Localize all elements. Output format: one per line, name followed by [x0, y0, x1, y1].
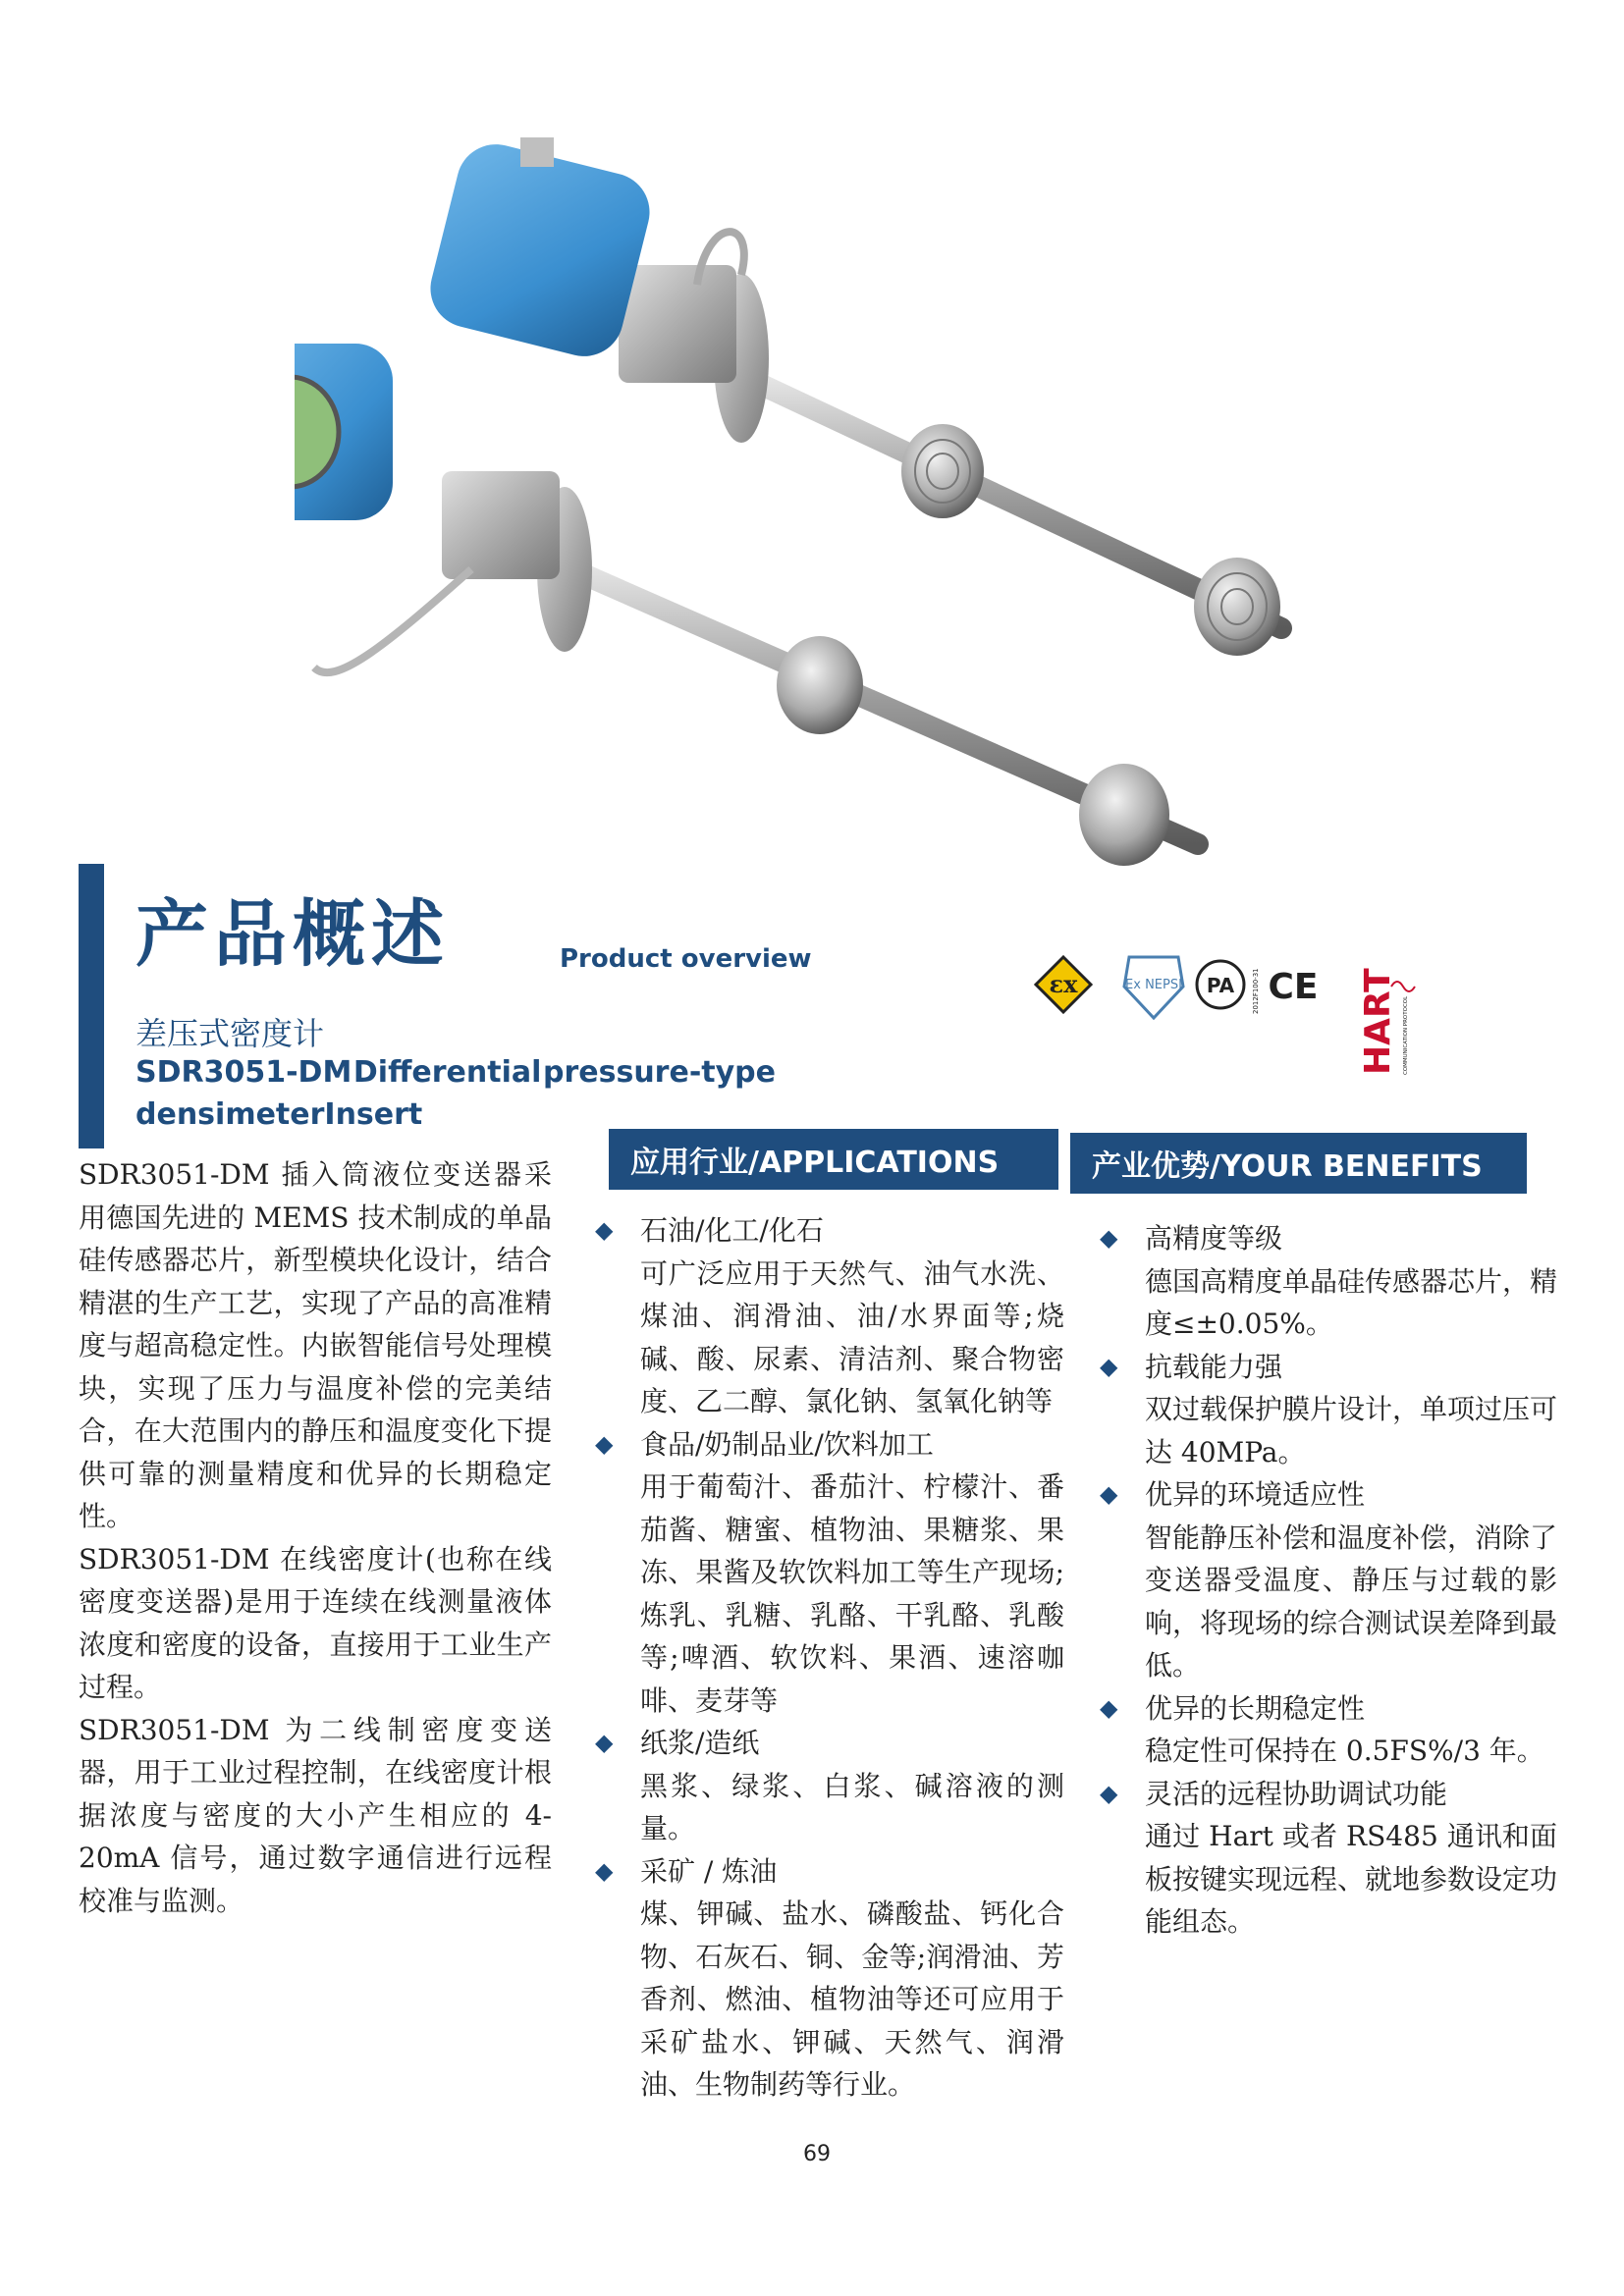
item-title: 灵活的远程协助调试功能	[1145, 1777, 1448, 1810]
benefits-header: 产业优势/YOUR BENEFITS	[1070, 1133, 1527, 1194]
intro-paragraph: SDR3051-DM 为二线制密度变送器，用于工业过程控制，在线密度计根据浓度与密度的大小产生相应的 4-20mA 信号，通过数字通信进行远程校准与监测。	[79, 1713, 552, 1917]
pa-icon	[1197, 961, 1260, 1014]
model-name-continued: densimeterInsert	[135, 1097, 423, 1132]
diamond-bullet-icon: ◆	[595, 1216, 614, 1244]
list-item	[1100, 1473, 1558, 1687]
model-name	[135, 1055, 776, 1090]
model-word: SDR3051-DM	[135, 1055, 352, 1090]
intro-paragraph: SDR3051-DM 插入筒液位变送器采用德国先进的 MEMS 技术制成的单晶硅传感器芯片，新型模块化设计，结合精湛的生产工艺，实现了产品的高准精度与超高稳定性。内嵌智能信号处理模块，实现了压力与温度补偿的完美结合，在大范围内的静压和温度变化下提供可靠的测量精度和优异的长期稳定性。	[79, 1158, 552, 1532]
list-item	[595, 1850, 1064, 2107]
item-title: 抗载能力强	[1145, 1350, 1283, 1383]
item-description: 煤、钾碱、盐水、磷酸盐、钙化合物、石灰石、铜、金等;润滑油、芳香剂、燃油、植物油等还可应用于采矿盐水、钾碱、天然气、润滑油、生物制药等行业。	[640, 1897, 1064, 2101]
diaphragm-disc	[1079, 764, 1169, 866]
item-title: 采矿 / 炼油	[640, 1854, 778, 1888]
svg-text:εx: εx	[1049, 970, 1078, 998]
list-item	[595, 1423, 1064, 1723]
nepsi-icon	[1124, 957, 1183, 1018]
diamond-bullet-icon: ◆	[595, 1729, 614, 1756]
ce-icon	[1268, 967, 1318, 1007]
svg-text:2012F100-31: 2012F100-31	[1252, 968, 1260, 1014]
item-description: 智能静压补偿和温度补偿，消除了变送器受温度、静压与过载的影响，将现场的综合测试误差降到最低。	[1145, 1521, 1558, 1682]
diamond-bullet-icon: ◆	[1100, 1693, 1118, 1722]
page-number: 69	[803, 2142, 831, 2166]
item-description: 通过 Hart 或者 RS485 通讯和面板按键实现远程、就地参数设定功能组态。	[1145, 1820, 1558, 1938]
page-title-english: Product overview	[560, 944, 812, 974]
svg-text:CE: CE	[1268, 967, 1319, 1007]
item-description: 稳定性可保持在 0.5FS%/3 年。	[1145, 1735, 1544, 1767]
diamond-bullet-icon: ◆	[595, 1856, 614, 1885]
svg-text:Ex NEPSI: Ex NEPSI	[1125, 978, 1182, 992]
item-title: 优异的环境适应性	[1145, 1478, 1366, 1511]
item-title: 石油/化工/化石	[640, 1214, 824, 1247]
intro-text	[79, 1153, 552, 1922]
list-item	[595, 1722, 1064, 1850]
item-title: 纸浆/造纸	[640, 1727, 760, 1759]
model-word: pressure-type	[542, 1055, 776, 1090]
diamond-bullet-icon: ◆	[1100, 1352, 1118, 1380]
benefits-list	[1100, 1217, 1558, 1944]
applications-header: 应用行业/APPLICATIONS	[609, 1129, 1058, 1190]
item-description: 双过载保护膜片设计，单项过压可达 40MPa。	[1145, 1393, 1558, 1468]
diaphragm-disc	[777, 636, 863, 734]
item-description: 黑浆、绿浆、白浆、碱溶液的测量。	[640, 1769, 1064, 1844]
applications-list	[595, 1209, 1064, 2107]
list-item	[595, 1209, 1064, 1423]
diamond-bullet-icon: ◆	[595, 1429, 614, 1458]
list-item	[1100, 1773, 1558, 1944]
title-accent-bar	[79, 864, 104, 1148]
product-subtitle: 差压式密度计	[135, 1015, 325, 1052]
hart-logo	[1358, 968, 1415, 1075]
item-title: 优异的长期稳定性	[1145, 1691, 1366, 1725]
svg-text:HART: HART	[1358, 968, 1398, 1075]
diaphragm-disc	[901, 424, 984, 518]
product-image	[295, 137, 1316, 942]
item-title: 食品/奶制品业/饮料加工	[640, 1427, 934, 1461]
ex-icon	[1036, 957, 1091, 1012]
intro-paragraph: SDR3051-DM 在线密度计(也称在线密度变送器)是用于连续在线测量液体浓度和密度的设备，直接用于工业生产过程。	[79, 1542, 552, 1703]
model-word: Differential	[352, 1055, 542, 1090]
svg-text:COMMUNICATION PROTOCOL: COMMUNICATION PROTOCOL	[1403, 995, 1409, 1075]
diamond-bullet-icon: ◆	[1100, 1224, 1118, 1252]
list-item	[1100, 1217, 1558, 1346]
diamond-bullet-icon: ◆	[1100, 1779, 1118, 1807]
svg-text:PA: PA	[1206, 974, 1235, 997]
item-description: 德国高精度单晶硅传感器芯片，精度≤±0.05%。	[1145, 1264, 1558, 1340]
page-title: 产品概述	[135, 892, 450, 977]
certification-logos	[1026, 928, 1438, 1085]
diamond-bullet-icon: ◆	[1100, 1480, 1118, 1508]
item-description: 可广泛应用于天然气、油气水洗、煤油、润滑油、油/水界面等;烧碱、酸、尿素、清洁剂、聚合物密度、乙二醇、氯化钠、氢氧化钠等	[640, 1256, 1064, 1417]
list-item	[1100, 1687, 1557, 1773]
item-title: 高精度等级	[1145, 1222, 1283, 1255]
list-item	[1100, 1346, 1558, 1474]
item-description: 用于葡萄汁、番茄汁、柠檬汁、番茄酱、糖蜜、植物油、果糖浆、果冻、果酱及软饮料加工等生产现场;炼乳、乳糖、乳酪、干乳酪、乳酸等;啤酒、软饮料、果酒、速溶咖啡、麦芽等	[640, 1470, 1064, 1717]
